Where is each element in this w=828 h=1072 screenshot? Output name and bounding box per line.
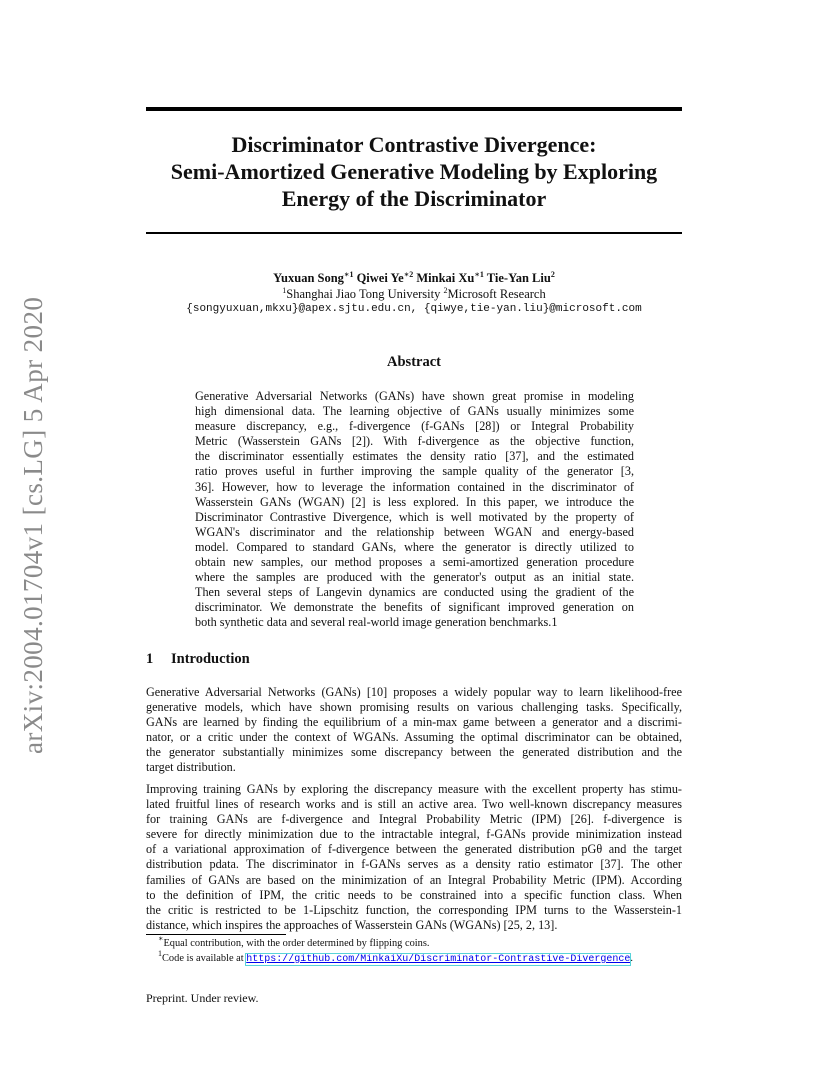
page-footer: Preprint. Under review. <box>146 991 259 1005</box>
title-line: Semi-Amortized Generative Modeling by Exploring <box>170 159 658 184</box>
affiliation-mark: 1 <box>282 286 287 295</box>
footnote-text: Equal contribution, with the order determined by flipping coins. <box>163 938 430 949</box>
footnote-equal-contribution <box>158 934 430 951</box>
title-top-rule <box>146 107 682 111</box>
abstract-line: Discriminator Contrastive Divergence, which is well motivated by the property of <box>195 509 634 524</box>
paragraph-line: lated fruitful lines of research works and is still an active area. Two well-known discrepancy measures <box>146 797 682 812</box>
paragraph-line: to the definition of IPM, the critic needs to be constrained into a specific function class. When <box>146 887 682 902</box>
paragraph-line: of a variational approximation of f-divergence between the generated distribution pGθ and the target <box>146 842 682 857</box>
paragraph-line: the generator substantially minimizes some discrepancy between the generated distribution and the <box>146 745 682 760</box>
author-mark: ∗1 <box>343 270 354 279</box>
paragraph-line: for training GANs are f-divergence and Integral Probability Metric (IPM) [26]. f-divergence is <box>146 812 682 827</box>
title-bottom-rule <box>146 232 682 234</box>
footnote-rule <box>146 934 286 935</box>
abstract-line: obtain new samples, our method proposes a semi-amortized generation procedure <box>195 555 634 570</box>
abstract-line: Metric (Wasserstein GANs [2]). With f-divergence as the objective function, <box>195 434 634 449</box>
paragraph-line: Improving training GANs by exploring the discrepancy measure with the excellent property has stimu- <box>146 782 682 796</box>
footnote-code <box>158 949 633 967</box>
title-line: Discriminator Contrastive Divergence: <box>231 132 597 157</box>
affiliations <box>146 286 682 302</box>
paragraph-line: families of GANs are based on the minimization of an Integral Probability Metric (IPM). According <box>146 872 682 887</box>
paper-title <box>146 131 682 212</box>
title-line: Energy of the Discriminator <box>281 186 547 211</box>
footnote-tail: . <box>630 953 633 964</box>
abstract-line: ratio proves useful in further improving the sample quality of the generator [3, <box>195 464 634 479</box>
affiliation-name: Shanghai Jiao Tong University <box>286 287 441 301</box>
paragraph-line: nator, or a critic under the context of WGANs. Assuming the optimal discriminator can be obtained, <box>146 730 682 745</box>
author-name: Minkai Xu <box>416 271 475 285</box>
intro-paragraph-1 <box>146 685 682 776</box>
abstract-heading: Abstract <box>387 354 441 370</box>
paragraph-line: distribution pdata. The discriminator in f-GANs serves as a density ratio estimator [37]. The other <box>146 857 682 872</box>
paragraph-line: severe for directly minimization due to the intractable integral, f-GANs provide minimization instead <box>146 827 682 842</box>
paragraph-line: target distribution. <box>146 760 236 775</box>
abstract-line: the discriminator essentially estimates the density ratio [37], and the estimated <box>195 449 634 464</box>
paragraph-line: GANs are learned by finding the equilibrium of a min-max game between a generator and a discrimi- <box>146 715 682 730</box>
footnote-mark: 1 <box>158 949 162 958</box>
affiliation-name: Microsoft Research <box>447 287 546 301</box>
author-list <box>146 270 682 286</box>
section-number: 1 <box>146 651 154 667</box>
author-mark: ∗1 <box>474 270 484 279</box>
footnote-mark: ∗ <box>158 934 164 943</box>
abstract-line: measure discrepancy, e.g., f-divergence (f-GANs [28]) or Integral Probability <box>195 419 634 434</box>
arxiv-side-stamp: arXiv:2004.01704v1 [cs.LG] 5 Apr 2020 <box>18 296 48 754</box>
abstract-line: both synthetic data and several real-world image generation benchmarks.1 <box>195 615 558 630</box>
intro-paragraph-2 <box>146 782 682 933</box>
affiliation-mark: 2 <box>443 286 448 295</box>
author-mark: ∗2 <box>403 270 414 279</box>
abstract-line: WGAN's discriminator and the relationship between WGAN and energy-based <box>195 524 634 539</box>
paragraph-line: the critic is restricted to be 1-Lipschitz function, the corresponding IPM turns to the Wasserstein-1 <box>146 902 682 917</box>
abstract-line: discriminator. We demonstrate the benefits of significant improved generation on <box>195 600 634 615</box>
abstract-line: Generative Adversarial Networks (GANs) have shown great promise in modeling <box>195 389 634 403</box>
author-emails: {songyuxuan,mkxu}@apex.sjtu.edu.cn, {qiwye,tie-yan.liu}@microsoft.com <box>186 303 642 315</box>
abstract-line: Wasserstein GANs (WGAN) [2] is less explored. In this paper, we introduce the <box>195 494 634 509</box>
section-title: Introduction <box>171 651 250 667</box>
author-name: Yuxuan Song <box>273 271 344 285</box>
author-name: Tie-Yan Liu <box>486 271 551 285</box>
paragraph-line: Generative Adversarial Networks (GANs) [10] proposes a widely popular way to learn likelihood-free <box>146 685 682 699</box>
author-name: Qiwei Ye <box>356 271 404 285</box>
abstract-body <box>195 389 634 631</box>
paragraph-line: generative models, which have shown promising results on various challenging tasks. Specifically, <box>146 700 682 715</box>
abstract-line: 36]. However, how to leverage the information contained in the discriminator of <box>195 479 634 494</box>
paragraph-line: distance, which inspires the approaches of Wasserstein GANs (WGANs) [25, 2, 13]. <box>146 917 558 932</box>
footnote-text: Code is available at <box>162 953 247 964</box>
abstract-line: high dimensional data. The learning objective of GANs usually minimizes some <box>195 404 634 419</box>
abstract-line: Then several steps of Langevin dynamics are conducted using the gradient of the <box>195 585 634 600</box>
author-mark: 2 <box>550 270 555 279</box>
abstract-line: where the samples are produced with the generator's output as an initial state. <box>195 570 634 585</box>
code-url-link[interactable]: https://github.com/MinkaiXu/Discriminator-Contrastive-Divergence <box>246 954 631 965</box>
abstract-line: model. Compared to standard GANs, where the generator is directly utilized to <box>195 539 634 554</box>
section-heading <box>146 651 250 668</box>
